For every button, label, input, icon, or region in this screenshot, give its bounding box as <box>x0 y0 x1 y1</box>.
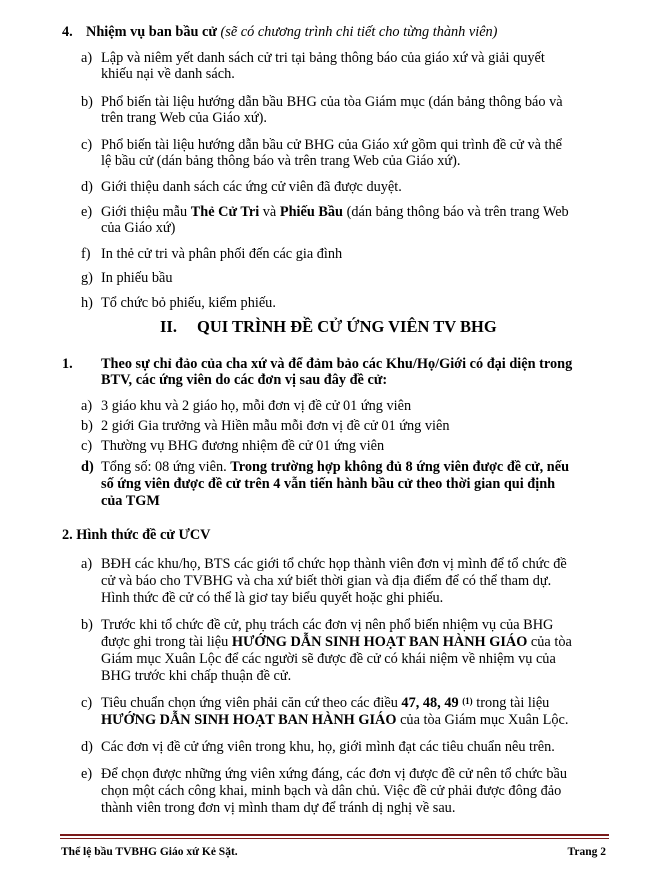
footer-divider <box>60 834 609 836</box>
the-cu-tri-term: Thẻ Cử Tri <box>190 204 260 220</box>
phieu-bau-term: Phiếu Bầu <box>279 204 344 220</box>
guide-title: HƯỚNG DẪN SINH HOẠT BAN HÀNH GIÁO <box>231 634 528 650</box>
section-2-heading-text: QUI TRÌNH ĐỀ CỬ ỨNG VIÊN TV BHG <box>197 317 497 336</box>
section-4-note: (sẽ có chương trình chi tiết cho từng thành viên) <box>220 24 498 40</box>
footer-document-title: Thể lệ bầu TVBHG Giáo xứ Kẻ Sặt. <box>61 846 238 858</box>
guide-title: HƯỚNG DẪN SINH HOẠT BAN HÀNH GIÁO <box>101 712 397 728</box>
document-page: 4. Nhiệm vụ ban bầu cử (sẽ có chương trình chi tiết cho từng thành viên) a) Lập và niêm yết danh sách cử tri tại bảng thông báo của giáo xứ và giải quyết khiếu nại về danh sách. b) Phổ biến tài liệu hướng dẫn bầu BHG của tòa Giám mục (dán bảng thông báo và trên trang Web của Giáo xứ). c) Phổ biến tài liệu hướng dẫn bầu cử BHG của Giáo xứ gồm qui trình đề cử và thể lệ bầu cử (dán bảng thông báo và trên trang Web của Giáo xứ). d) Giới thiệu danh sách các ứng cử viên đã được duyệt. e) Giới thiệu mẫu Thẻ Cử Tri và Phiếu Bầu (dán bảng thông báo và trên trang Web của Giáo xứ) f) In thẻ cử tri và phân phối đến các gia đình g) In phiếu bầu h) Tổ chức bỏ phiếu, kiểm phiếu. II. QUI TRÌNH ĐỀ CỬ ỨNG VIÊN TV BHG 1. Theo sự chỉ đảo của cha xứ và để đảm bảo các Khu/Họ/Giới có đại diện trong BTV, các ứng viên do các đơn vị sau đây đề cử: a) 3 giáo khu và 2 giáo họ, mỗi đơn vị đề cử 01 ứng viên b) 2 giới Gia trưởng và Hiền mẫu mỗi đơn vị đề cử 01 ứng viên c) Thường vụ BHG đương nhiệm đề cử 01 ứng viên d) Tổng số: 08 ứng viên. Trong trường hợp không đủ 8 ứng viên được đề cử, nếu số ứng viên được đề cử trên 4 vẫn tiến hành bầu cử theo thời gian qui định của TGM 2. Hình thức đề cử ƯCV a) BĐH các khu/họ, BTS các giới tổ chức họp thành viên đơn vị mình để tổ chức đề cử và báo cho TVBHG và cha xứ biết thời gian và địa điểm để có thể tham dự. Hình thức đề cử có thể là giơ tay biểu quyết hoặc ghi phiếu. b) Trước khi tổ chức đề cử, phụ trách các đơn vị nên phổ biến nhiệm vụ của BHG được ghi trong tài liệu HƯỚNG DẪN SINH HOẠT BAN HÀNH GIÁO của tòa Giám mục Xuân Lộc để các người sẽ được đề cử có khái niệm về nhiệm vụ của BHG trước khi chấp thuận đề cử. c) Tiêu chuẩn chọn ứng viên phải căn cứ theo các điều 47, 48, 49 $^{(1)}$ trong tài liệu HƯỚNG DẪN SINH HOẠT BAN HÀNH GIÁO của tòa Giám mục Xuân Lộc. d) Các đơn vị đề cử ứng viên trong khu, họ, giới mình đạt các tiêu chuẩn nêu trên. e) Để chọn được những ứng viên xứng đáng, các đơn vị được đề cử nên tổ chức bầu chọn một cách công khai, minh bạch và dân chủ. Việc đề cử phải được đông đảo thành viên trong đơn vị mình tham dự để tránh dị nghị về sau. Thể lệ bầu TVBHG Giáo xứ Kẻ Sặt. Trang 2 <box>0 0 668 874</box>
footnote-marker: (1) <box>462 696 473 706</box>
footer-divider-thin <box>60 838 609 839</box>
section-4-title: Nhiệm vụ ban bầu cử <box>86 24 217 40</box>
section-2-roman: II. <box>160 317 177 336</box>
article-numbers: 47, 48, 49 <box>401 695 459 711</box>
page-number: Trang 2 <box>567 846 606 858</box>
section-4-number: 4. <box>62 24 73 40</box>
